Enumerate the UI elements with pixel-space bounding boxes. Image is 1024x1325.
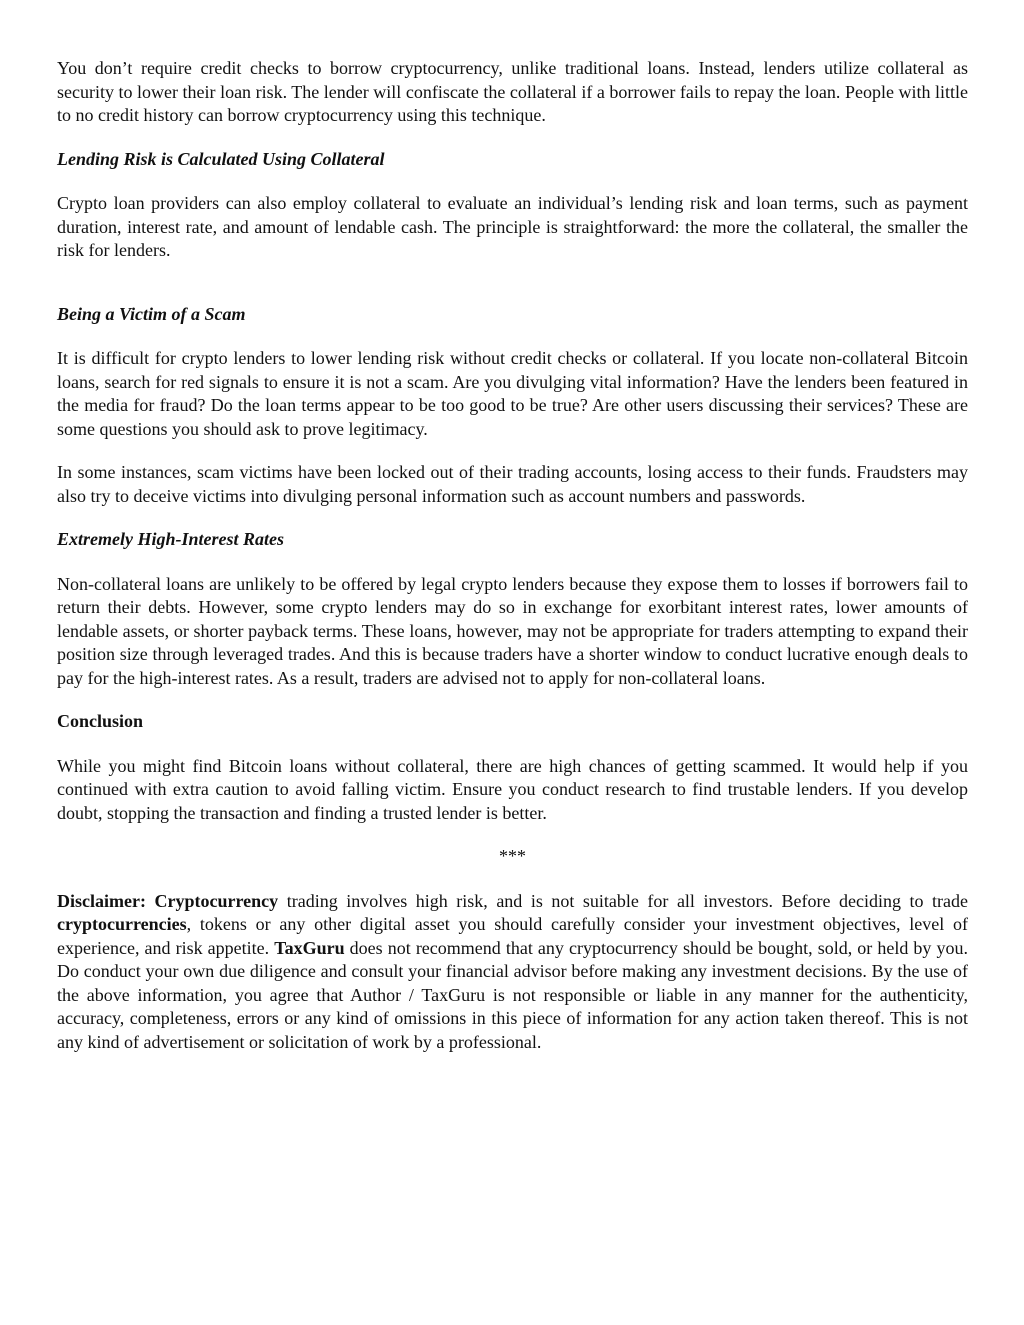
scam-paragraph-1: It is difficult for crypto lenders to lower lending risk without credit checks or collateral. If you locate non-collateral Bitcoin loans, search for red signals to ensure it is not a scam. Are you divulging vital information? Have the lenders been featured in the media for fraud? Do the loan terms appear to be too good to be true? Are other users discussing their services? These are some questions you should ask to prove legitimacy. — [57, 348, 968, 439]
conclusion-paragraph: While you might find Bitcoin loans without collateral, there are high chances of getting scammed. It would help if you continued with extra caution to avoid falling victim. Ensure you conduct research to find trustable lenders. If you develop doubt, stopping the transaction and finding a trusted lender is better. — [57, 755, 968, 823]
section-heading-conclusion: Conclusion — [57, 711, 144, 731]
disclaimer-text-2: , tokens or any other digital asset you should carefully consider your investment objectives, level of experience, and risk appetite. — [57, 914, 968, 958]
disclaimer-bold-cryptocurrency: Cryptocurrency — [154, 890, 279, 911]
scam-paragraph-2: In some instances, scam victims have been locked out of their trading accounts, losing access to their funds. Fraudsters may also try to deceive victims into divulging personal information such as account numbers and passwords. — [57, 462, 968, 506]
lending-risk-paragraph: Crypto loan providers can also employ collateral to evaluate an individual’s lending risk and loan terms, such as payment duration, interest rate, and amount of lendable cash. The principle is straightforward: the more the collateral, the smaller the risk for lenders. — [57, 193, 968, 260]
disclaimer-bold-cryptocurrencies: cryptocurrencies — [57, 914, 187, 934]
disclaimer-paragraph — [57, 890, 968, 1055]
section-heading-lending-risk: Lending Risk is Calculated Using Collateral — [57, 148, 385, 169]
document-page — [57, 57, 968, 1054]
interest-rates-paragraph: Non-collateral loans are unlikely to be offered by legal crypto lenders because they expose them to losses if borrowers fail to return their debts. However, some crypto lenders may do so in exchange for exorbitant interest rates, lower amounts of lendable assets, or shorter payback terms. These loans, however, may not be appropriate for traders attempting to expand their position size through leveraged trades. And this is because traders have a shorter window to conduct lucrative enough deals to pay for the high-interest rates. As a result, traders are advised not to apply for non-collateral loans. — [57, 573, 968, 688]
disclaimer-label: Disclaimer: — [57, 890, 146, 911]
intro-paragraph: You don’t require credit checks to borrow cryptocurrency, unlike traditional loans. Instead, lenders utilize collateral as security to lower their loan risk. The lender will confiscate the collateral if a borrower fails to repay the loan. People with little to no credit history can borrow cryptocurrency using this technique. — [57, 58, 968, 125]
separator: *** — [499, 846, 526, 866]
disclaimer-text-1: trading involves high risk, and is not suitable for all investors. Before deciding to trade — [286, 890, 969, 911]
section-heading-interest-rates: Extremely High-Interest Rates — [57, 529, 284, 549]
disclaimer-bold-taxguru: TaxGuru — [274, 937, 345, 958]
disclaimer-text-3: does not recommend that any cryptocurrency should be bought, sold, or held by you. Do conduct your own due diligence and consult your financial advisor before making any investment decisions. By the use of the above information, you agree that Author / TaxGuru is not responsible or liable in any manner for the authenticity, accuracy, completeness, errors or any kind of omissions in this piece of information for any action taken thereof. This is not any kind of advertisement or solicitation of work by a professional. — [57, 937, 969, 1052]
section-heading-scam: Being a Victim of a Scam — [57, 303, 246, 324]
